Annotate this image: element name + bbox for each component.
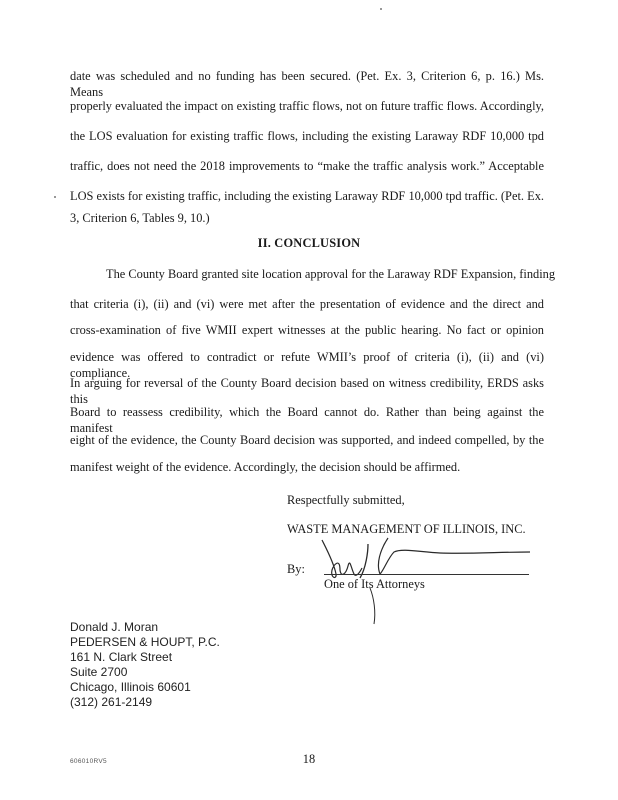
body-line: LOS exists for existing traffic, including the existing Laraway RDF 10,000 tpd traffic. (Pet. Ex. xyxy=(70,189,544,203)
closing-text: Respectfully submitted, xyxy=(287,493,405,507)
body-line: In arguing for reversal of the County Board decision based on witness credibility, ERDS asks this xyxy=(70,376,544,406)
body-line: traffic, does not need the 2018 improvements to “make the traffic analysis work.” Acceptable xyxy=(70,159,544,173)
address-line: Donald J. Moran xyxy=(70,620,159,634)
address-line: Suite 2700 xyxy=(70,665,128,679)
body-line: 3, Criterion 6, Tables 9, 10.) xyxy=(70,211,210,225)
body-line: eight of the evidence, the County Board decision was supported, and indeed compelled, by the xyxy=(70,433,544,447)
body-line: properly evaluated the impact on existing traffic flows, not on future traffic flows. Accordingly, xyxy=(70,99,544,113)
body-line: The County Board granted site location approval for the Laraway RDF Expansion, finding xyxy=(106,267,556,281)
signature-line xyxy=(324,574,529,575)
body-line: the LOS evaluation for existing traffic flows, including the existing Laraway RDF 10,000 tpd xyxy=(70,129,544,143)
section-heading: II. CONCLUSION xyxy=(257,236,361,250)
page-number: 18 xyxy=(302,752,316,766)
address-line: 161 N. Clark Street xyxy=(70,650,173,664)
address-line: Chicago, Illinois 60601 xyxy=(70,680,191,694)
address-line: (312) 261-2149 xyxy=(70,695,153,709)
body-line: Board to reassess credibility, which the Board cannot do. Rather than being against the manifest xyxy=(70,405,544,435)
body-line: date was scheduled and no funding has been secured. (Pet. Ex. 3, Criterion 6, p. 16.) Ms. Means xyxy=(70,69,544,99)
body-line: that criteria (i), (ii) and (vi) were met after the presentation of evidence and the direct and xyxy=(70,297,544,311)
body-line: evidence was offered to contradict or refute WMII’s proof of criteria (i), (ii) and (vi) compliance. xyxy=(70,350,544,380)
document-code: 606010RV5 xyxy=(70,758,107,765)
by-label: By: xyxy=(287,562,305,576)
body-line: manifest weight of the evidence. Accordingly, the decision should be affirmed. xyxy=(70,460,461,474)
signer-role: One of Its Attorneys xyxy=(324,577,425,591)
party-name: WASTE MANAGEMENT OF ILLINOIS, INC. xyxy=(287,522,526,536)
body-line: cross-examination of five WMII expert witnesses at the public hearing. No fact or opinion xyxy=(70,323,544,337)
address-line: PEDERSEN & HOUPT, P.C. xyxy=(70,635,220,649)
